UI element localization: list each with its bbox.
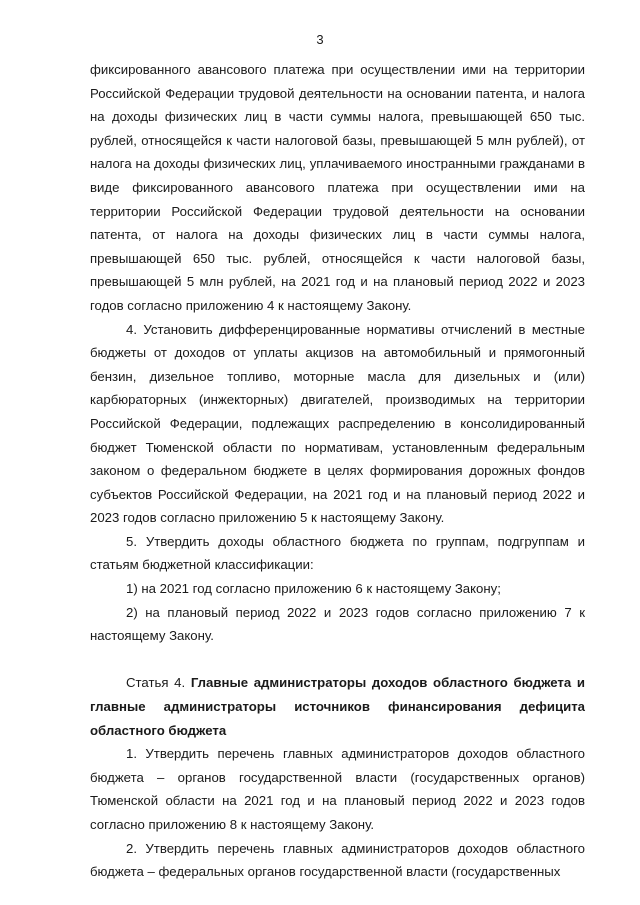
paragraph-continuation: фиксированного авансового платежа при осуществлении ими на территории Российской Федерации трудовой деятельности на основании патента, и налога на доходы физических лиц в части суммы налога, превышающей 650 тыс. рублей, относящейся к части налоговой базы, превышающей 5 млн рублей), от налога на доходы физических лиц, уплачиваемого иностранными гражданами в виде фиксированного авансового платежа при осуществлении ими на территории Российской Федерации трудовой деятельности на основании патента, от налога на доходы физических лиц в части суммы налога, превышающей 650 тыс. рублей, относящейся к части налоговой базы, превышающей 5 млн рублей, на 2021 год и на плановый период 2022 и 2023 годов согласно приложению 4 к настоящему Закону. — [90, 62, 585, 313]
article-title: Главные администраторы доходов областного бюджета и главные администраторы источников финансирования дефицита областного бюджета — [90, 675, 585, 738]
page-number: 3 — [316, 32, 324, 47]
section-spacer — [90, 648, 585, 672]
article-paragraph-1: 1. Утвердить перечень главных администраторов доходов областного бюджета – органов государственной власти (государственных органов) Тюменской области на 2021 год и на плановый период 2022 и 2023 годов согласно приложению 8 к настоящему Закону. — [90, 746, 585, 832]
document-body — [90, 58, 585, 884]
article-heading — [90, 671, 585, 742]
article-paragraph-2: 2. Утвердить перечень главных администраторов доходов областного бюджета – федеральных органов государственной власти (государственных — [90, 840, 585, 880]
paragraph-subitem-2: 2) на плановый период 2022 и 2023 годов согласно приложению 7 к настоящему Закону. — [90, 604, 585, 644]
paragraph-item-4: 4. Установить дифференцированные нормативы отчислений в местные бюджеты от доходов от уплаты акцизов на автомобильный и прямогонный бензин, дизельное топливо, моторные масла для дизельных и (или) карбюраторных (инжекторных) двигателей, производимых на территории Российской Федерации, подлежащих распределению в консолидированный бюджет Тюменской области по нормативам, установленным федеральным законом о федеральном бюджете в целях формирования дорожных фондов субъектов Российской Федерации, на 2021 год и на плановый период 2022 и 2023 годов согласно приложению 5 к настоящему Закону. — [90, 321, 585, 526]
paragraph-item-5: 5. Утвердить доходы областного бюджета по группам, подгруппам и статьям бюджетной классификации: — [90, 533, 585, 573]
paragraph-subitem-1: 1) на 2021 год согласно приложению 6 к настоящему Закону; — [126, 581, 501, 597]
article-label: Статья 4. — [126, 675, 186, 691]
